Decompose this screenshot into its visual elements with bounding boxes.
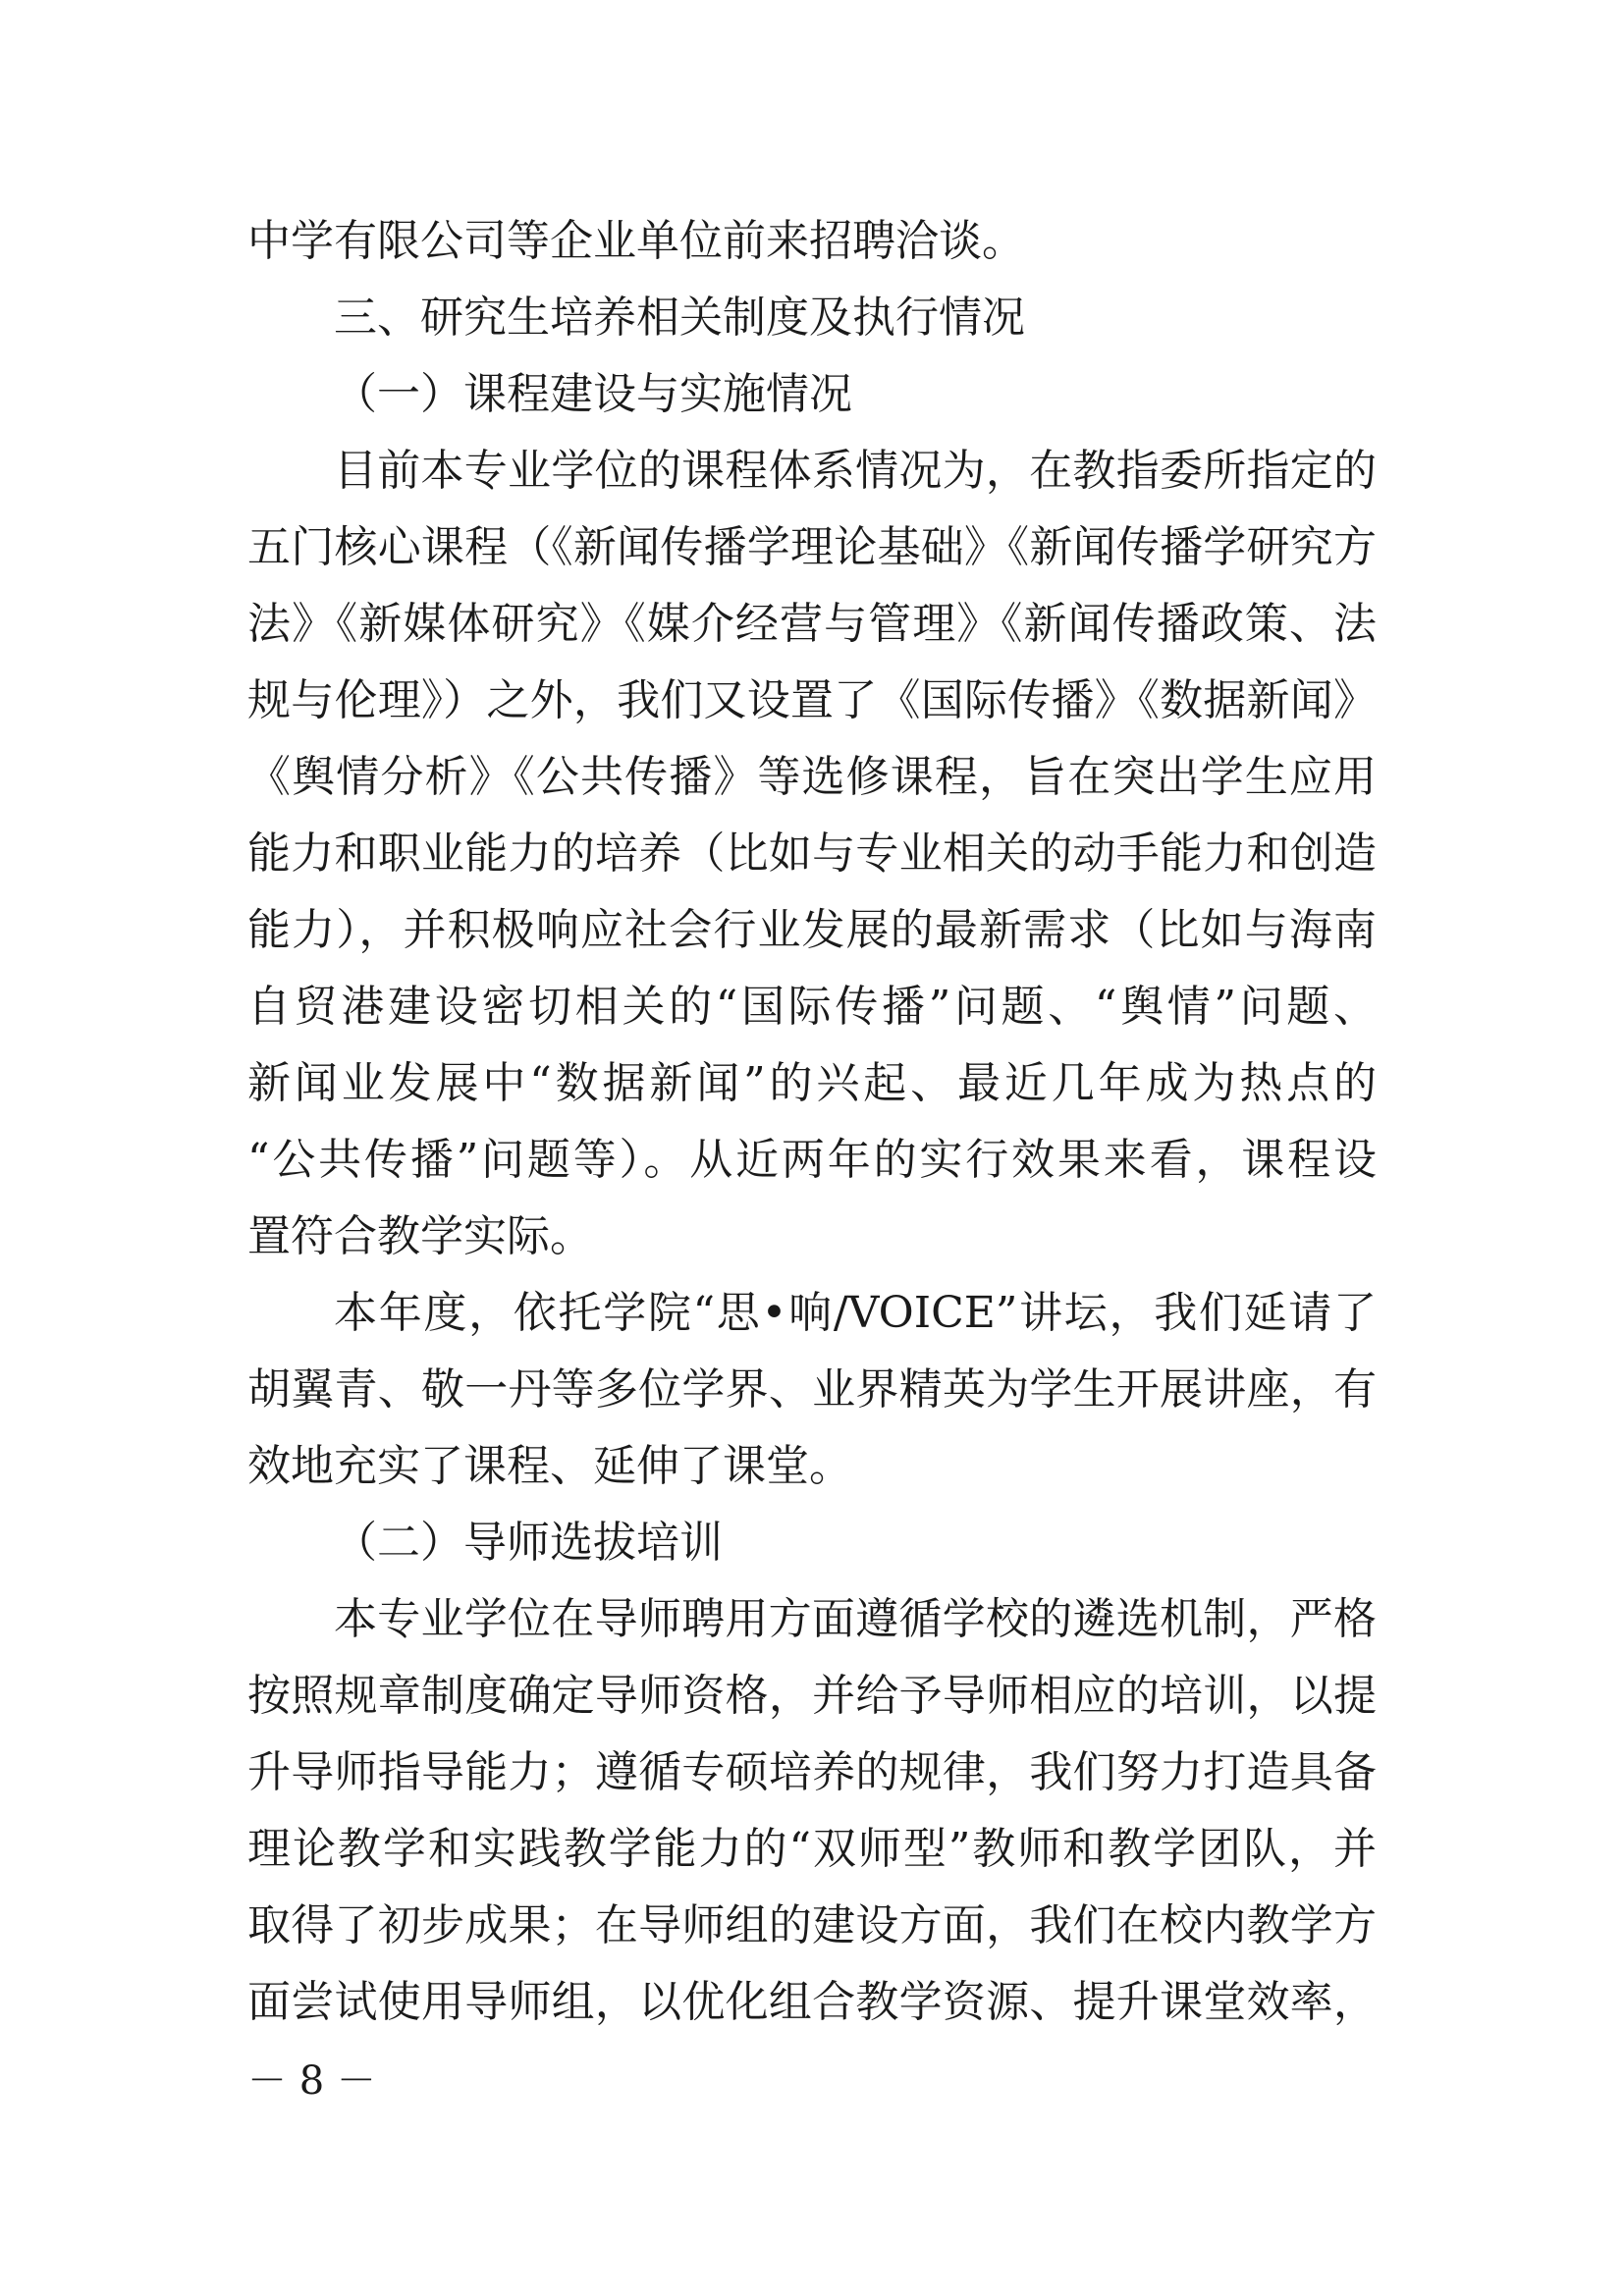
paragraph-line: 能力），并积极响应社会行业发展的最新需求（比如与海南 [247, 905, 1377, 955]
paragraph-line: 面尝试使用导师组，以优化组合教学资源、提升课堂效率， [247, 1977, 1377, 2027]
text-line: 中学有限公司等企业单位前来招聘洽谈。 [247, 216, 1025, 266]
paragraph-line: 胡翼青、敬一丹等多位学界、业界精英为学生开展讲座，有 [247, 1364, 1377, 1415]
page-number: － 8 － [247, 2058, 376, 2104]
paragraph-line: 置符合教学实际。 [247, 1211, 593, 1261]
paragraph-line: 效地充实了课程、延伸了课堂。 [247, 1441, 852, 1491]
paragraph-line: 规与伦理》）之外，我们又设置了《国际传播》《数据新闻》 [247, 675, 1377, 725]
paragraph-line: 升导师指导能力；遵循专硕培养的规律，我们努力打造具备 [247, 1747, 1377, 1797]
paragraph-line: “公共传播”问题等）。从近两年的实行效果来看，课程设 [247, 1135, 1377, 1185]
paragraph-line: 理论教学和实践教学能力的“双师型”教师和教学团队，并 [247, 1824, 1377, 1874]
paragraph-line: 法》《新媒体研究》《媒介经营与管理》《新闻传播政策、法 [247, 599, 1377, 649]
paragraph-line: 本年度，依托学院“思•响/VOICE”讲坛，我们延请了 [334, 1288, 1377, 1338]
paragraph-line: 能力和职业能力的培养（比如与专业相关的动手能力和创造 [247, 828, 1377, 879]
paragraph-line: 新闻业发展中“数据新闻”的兴起、最近几年成为热点的 [247, 1058, 1377, 1108]
subsection-heading: （二）导师选拔培训 [334, 1518, 723, 1568]
section-heading: 三、研究生培养相关制度及执行情况 [334, 293, 1025, 343]
paragraph-line: 按照规章制度确定导师资格，并给予导师相应的培训，以提 [247, 1671, 1377, 1721]
paragraph-line: 《舆情分析》《公共传播》等选修课程，旨在突出学生应用 [247, 752, 1377, 802]
paragraph-line: 目前本专业学位的课程体系情况为，在教指委所指定的 [334, 446, 1377, 496]
paragraph-line: 自贸港建设密切相关的“国际传播”问题、“舆情”问题、 [247, 982, 1377, 1032]
paragraph-line: 取得了初步成果；在导师组的建设方面，我们在校内教学方 [247, 1900, 1377, 1950]
subsection-heading: （一）课程建设与实施情况 [334, 369, 852, 419]
paragraph-line: 本专业学位在导师聘用方面遵循学校的遴选机制，严格 [334, 1594, 1377, 1644]
paragraph-line: 五门核心课程（《新闻传播学理论基础》《新闻传播学研究方 [247, 522, 1377, 572]
